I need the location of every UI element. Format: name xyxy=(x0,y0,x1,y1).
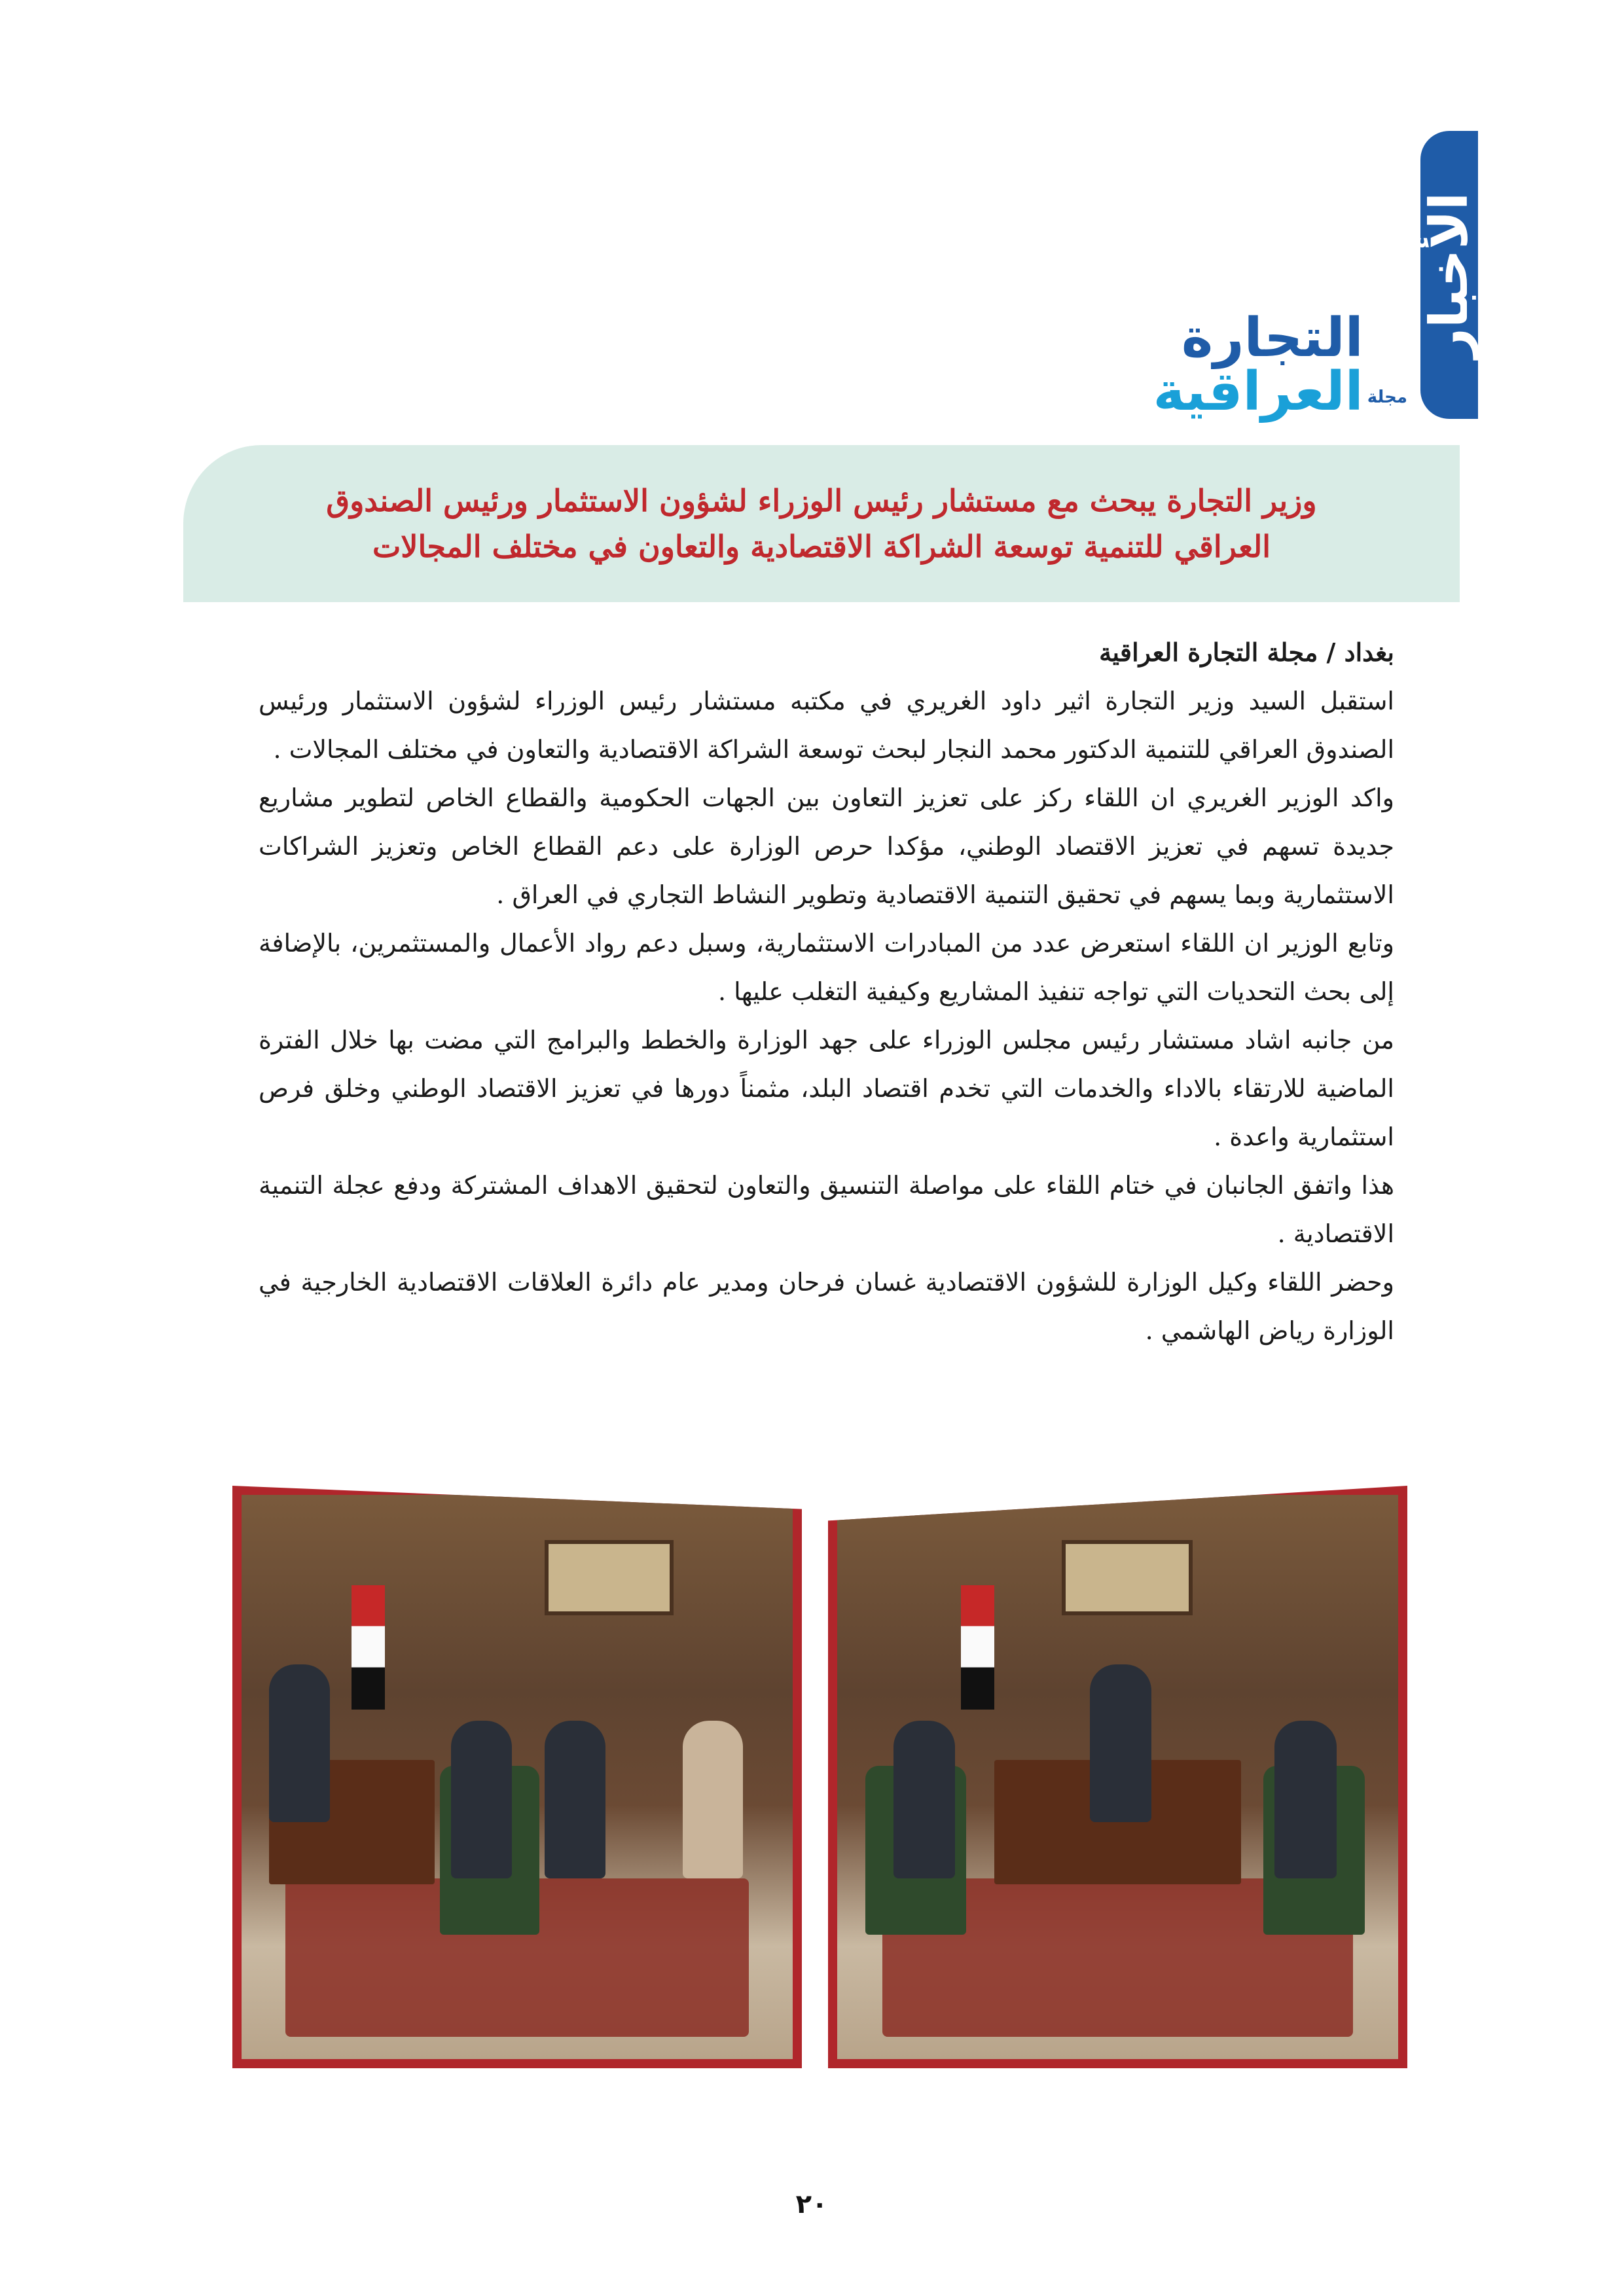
page-number: ٢٠ xyxy=(795,2189,828,2219)
wall-painting xyxy=(1062,1540,1193,1615)
article-paragraph: استقبل السيد وزير التجارة اثير داود الغريري في مكتبه مستشار رئيس الوزراء لشؤون الاستثمار ورئيس الصندوق العراقي للتنمية الدكتور محمد النجار لبحث توسعة الشراكة الاقتصادية والتعاون في مختلف المجالات . xyxy=(259,687,1394,764)
meeting-photo-left xyxy=(232,1486,802,2068)
magazine-logo xyxy=(1080,307,1407,423)
person xyxy=(683,1721,744,1878)
logo-small-text: مجلة xyxy=(1367,387,1407,407)
person xyxy=(1274,1721,1336,1878)
person xyxy=(269,1664,330,1822)
article-dateline: بغداد / مجلة التجارة العراقية xyxy=(1099,637,1394,667)
person xyxy=(451,1721,512,1878)
headline-line-2: العراقي للتنمية توسعة الشراكة الاقتصادية والتعاون في مختلف المجالات xyxy=(372,529,1271,564)
person xyxy=(1090,1664,1151,1822)
section-tab xyxy=(1420,131,1478,419)
article-body xyxy=(259,628,1394,1355)
iraqi-flag xyxy=(352,1585,385,1710)
headline-box xyxy=(183,445,1460,602)
photo-scene xyxy=(242,1495,793,2059)
photo-scene xyxy=(837,1495,1398,2059)
article-paragraph: هذا واتفق الجانبان في ختام اللقاء على مواصلة التنسيق والتعاون لتحقيق الاهداف المشتركة ودفع عجلة التنمية الاقتصادية . xyxy=(259,1171,1394,1248)
person xyxy=(545,1721,605,1878)
logo-word-1: التجارة xyxy=(1181,307,1363,369)
article-paragraph: وحضر اللقاء وكيل الوزارة للشؤون الاقتصادية غسان فرحان ومدير عام دائرة العلاقات الاقتصادية الخارجية في الوزارة رياض الهاشمي . xyxy=(259,1268,1394,1345)
article-paragraph: وتابع الوزير ان اللقاء استعرض عدد من المبادرات الاستثمارية، وسبل دعم رواد الأعمال والمستثمرين، بالإضافة إلى بحث التحديات التي تواجه تنفيذ المشاريع وكيفية التغلب عليها . xyxy=(259,929,1394,1006)
iraqi-flag xyxy=(961,1585,994,1710)
wall-painting xyxy=(545,1540,674,1615)
headline-line-1: وزير التجارة يبحث مع مستشار رئيس الوزراء لشؤون الاستثمار ورئيس الصندوق xyxy=(326,483,1317,518)
article-paragraph: واكد الوزير الغريري ان اللقاء ركز على تعزيز التعاون بين الجهات الحكومية والقطاع الخاص لتطوير مشاريع جديدة تسهم في تعزيز الاقتصاد الوطني، مؤكدا حرص الوزارة على دعم القطاع الخاص وتعزيز الشراكات الاستثمارية وبما يسهم في تحقيق التنمية الاقتصادية وتطوير النشاط التجاري في العراق . xyxy=(259,783,1394,909)
article-paragraph: من جانبه اشاد مستشار رئيس مجلس الوزراء على جهد الوزارة والخطط والبرامج التي مضت بها خلال الفترة الماضية للارتقاء بالاداء والخدمات التي تخدم اقتصاد البلد، مثمناً دورها في تعزيز الاقتصاد الوطني وخلق فرص استثمارية واعدة . xyxy=(259,1026,1394,1151)
meeting-photo-right xyxy=(828,1486,1407,2068)
logo-main-text xyxy=(1080,307,1363,423)
logo-word-2: العراقية xyxy=(1153,361,1363,423)
section-tab-label: الأخبار xyxy=(1418,192,1480,358)
person xyxy=(893,1721,955,1878)
